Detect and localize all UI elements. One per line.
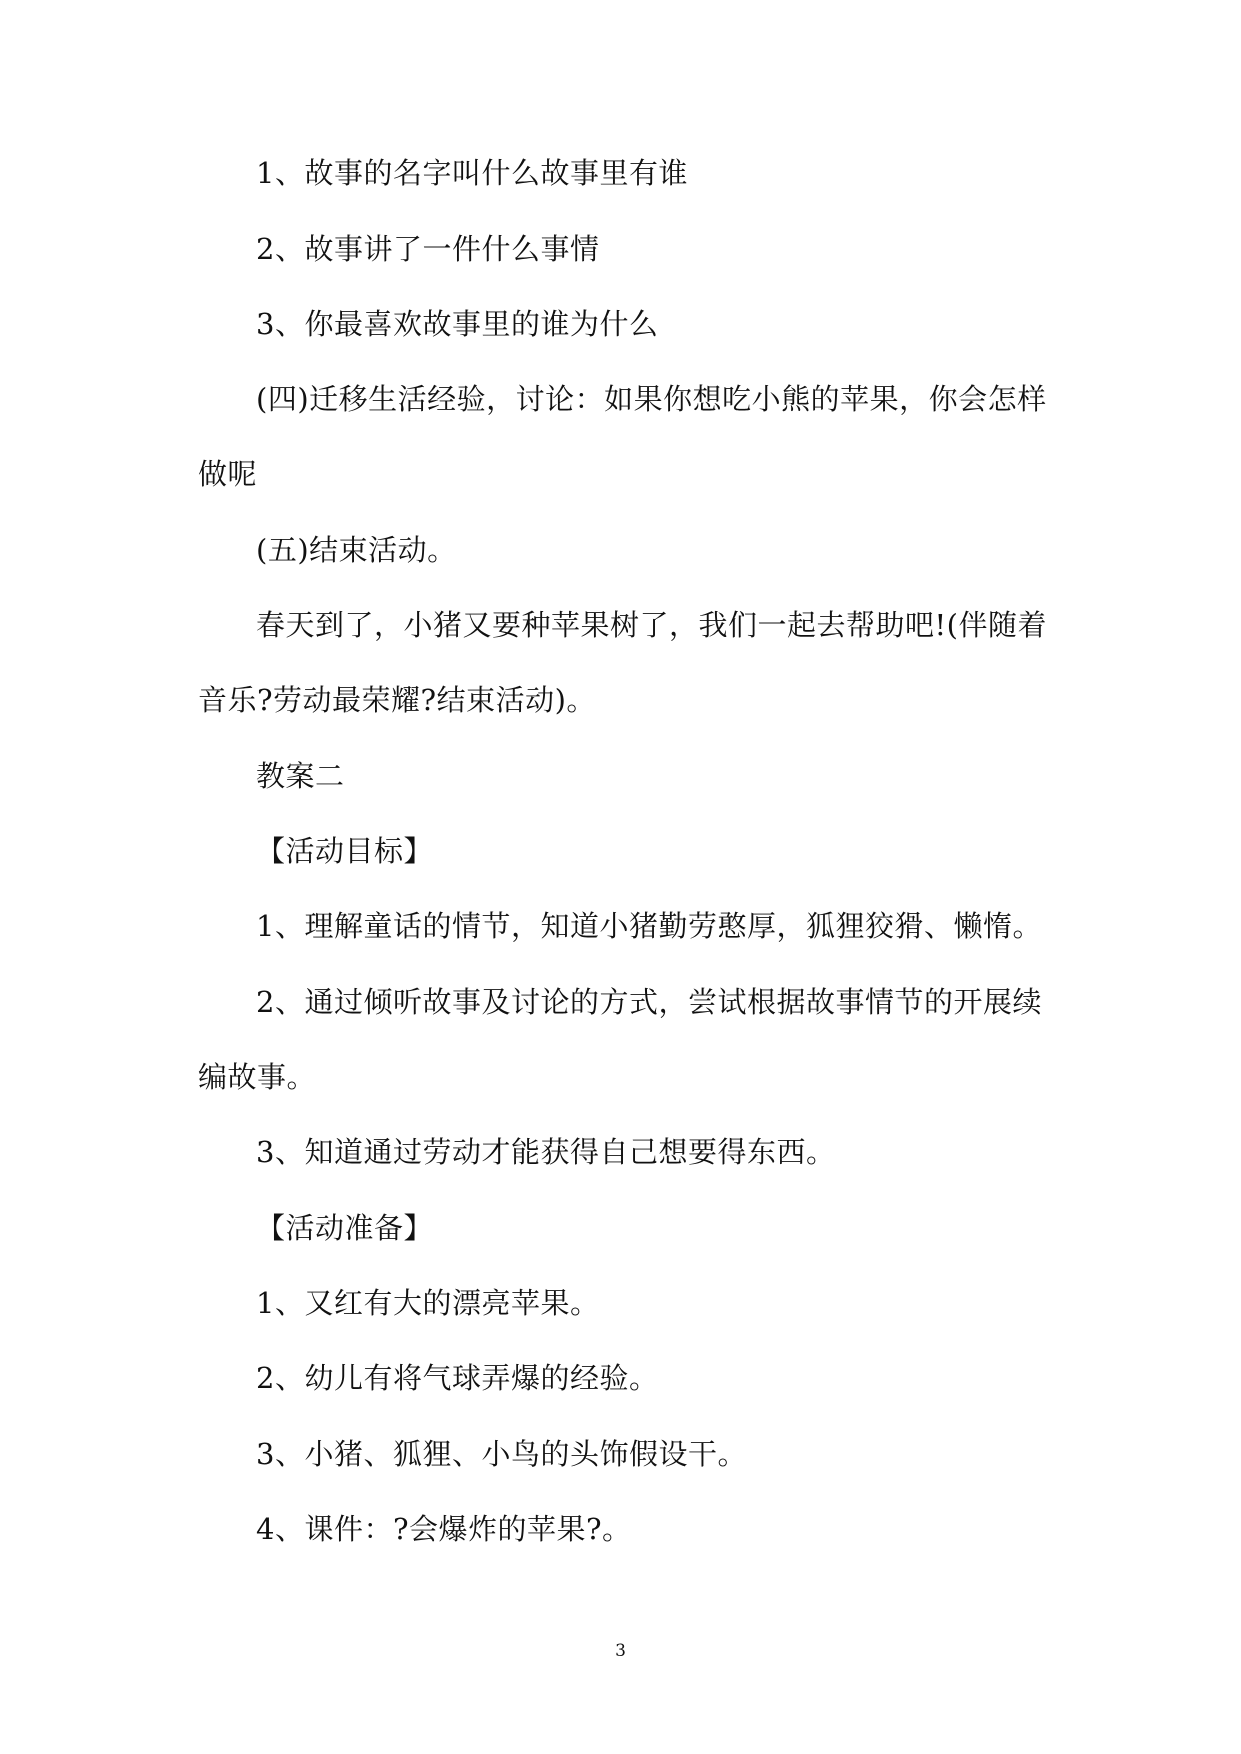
question-story-name: 1、故事的名字叫什么故事里有谁 — [256, 156, 688, 190]
goal-three: 3、知道通过劳动才能获得自己想要得东西。 — [256, 1135, 836, 1169]
activity-preparation-heading: 【活动准备】 — [256, 1211, 434, 1245]
spring-paragraph-continued: 音乐?劳动最荣耀?结束活动)。 — [198, 683, 596, 717]
question-story-event: 2、故事讲了一件什么事情 — [256, 232, 600, 266]
preparation-one: 1、又红有大的漂亮苹果。 — [256, 1286, 600, 1320]
question-favorite-character: 3、你最喜欢故事里的谁为什么 — [256, 307, 659, 341]
page-number: 3 — [615, 1641, 626, 1661]
section-five-end-activity: (五)结束活动。 — [256, 533, 457, 567]
goal-two: 2、通过倾听故事及讨论的方式，尝试根据故事情节的开展续 — [256, 985, 1042, 1019]
goal-two-continued: 编故事。 — [198, 1060, 317, 1094]
preparation-four: 4、课件：?会爆炸的苹果?。 — [256, 1512, 632, 1546]
activity-goals-heading: 【活动目标】 — [256, 834, 434, 868]
goal-one: 1、理解童话的情节，知道小猪勤劳憨厚，狐狸狡猾、懒惰。 — [256, 909, 1042, 943]
section-four-discussion: (四)迁移生活经验，讨论：如果你想吃小熊的苹果，你会怎样 — [256, 382, 1047, 416]
preparation-three: 3、小猪、狐狸、小鸟的头饰假设干。 — [256, 1437, 747, 1471]
preparation-two: 2、幼儿有将气球弄爆的经验。 — [256, 1361, 659, 1395]
spring-paragraph: 春天到了，小猪又要种苹果树了，我们一起去帮助吧!(伴随着 — [256, 608, 1047, 642]
lesson-plan-two-heading: 教案二 — [256, 759, 345, 793]
section-four-discussion-continued: 做呢 — [198, 457, 258, 491]
